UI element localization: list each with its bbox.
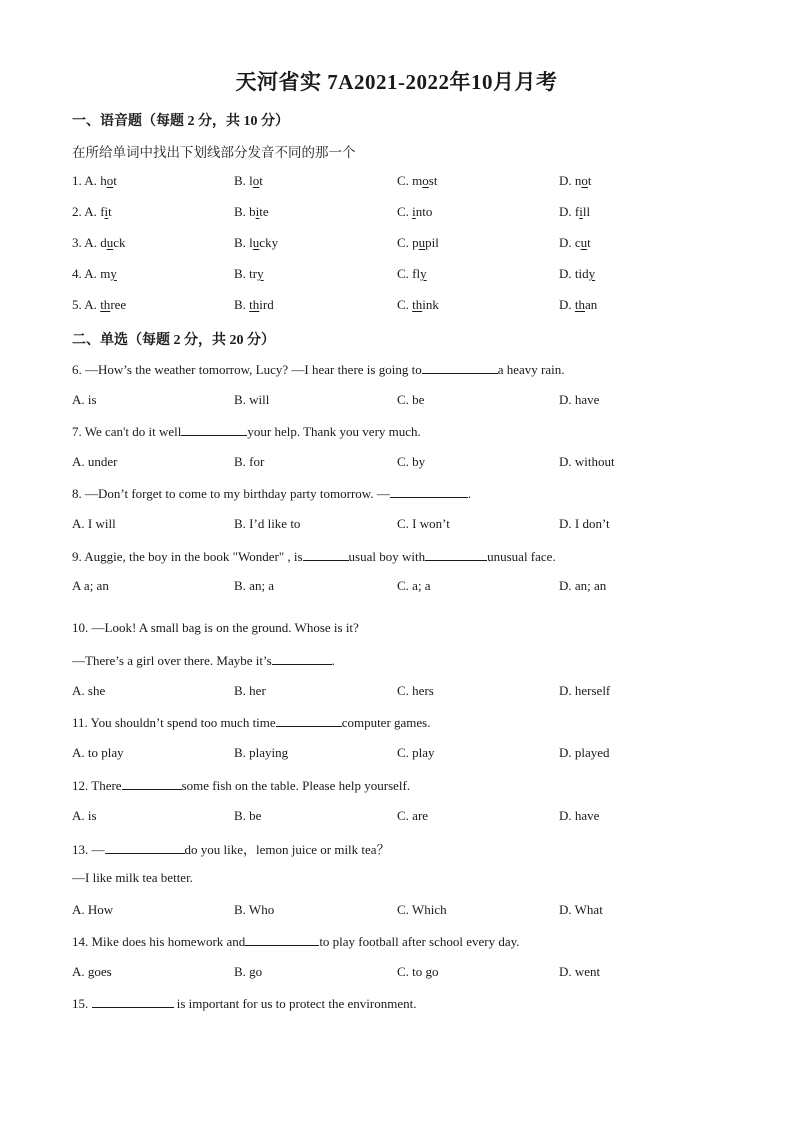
option-d (559, 204, 590, 220)
option-a (72, 204, 112, 220)
underlined-letters: th (412, 297, 423, 312)
word-part: ck (113, 235, 126, 250)
option-a (72, 235, 125, 251)
underlined-letters: y (110, 266, 117, 281)
option-letter: B. (234, 266, 246, 281)
answer-blank (122, 777, 182, 790)
option-letter: A. (84, 297, 97, 312)
option-letter: C. (397, 235, 409, 250)
question-13-options (72, 902, 752, 922)
word-part: n (574, 173, 582, 188)
question-8-stem: 8. —Don’t forget to come to my birthday party tomorrow. — . (72, 486, 472, 501)
question-number: 2. (72, 204, 82, 219)
answer-blank (272, 652, 332, 665)
phonetics-question-1 (72, 173, 752, 193)
section2-heading: 二、单选（每题 2 分，共 20 分） (72, 333, 275, 348)
question-9-stem: 9. Auggie, the boy in the book "Wonder" , is usual boy with unusual face. (72, 549, 556, 564)
underlined-letters: y (588, 266, 596, 281)
phonetics-question-2 (72, 204, 752, 224)
question-14-options (72, 964, 752, 984)
underlined-letters: o (422, 173, 429, 188)
underlined-letters: o (252, 173, 260, 188)
question-12-stem: 12. There some fish on the table. Please help yourself. (72, 778, 411, 793)
section1-instruction: 在所给单词中找出下划线部分发音不同的那一个 (72, 145, 356, 160)
word-part: ll (582, 204, 591, 219)
answer-blank (303, 548, 349, 561)
question-9-options (72, 578, 752, 598)
option-d: D. played (559, 745, 610, 760)
word-part: b (249, 204, 256, 219)
option-d: D. went (559, 964, 601, 979)
question-13-stem: 13. — do you like，lemon juice or milk tea？ (72, 842, 390, 857)
underlined-letters: i (104, 204, 109, 219)
option-b (234, 297, 274, 313)
word-part: m (100, 266, 111, 281)
option-a: A. she (72, 683, 106, 698)
option-letter: B. (234, 204, 246, 219)
option-b: B. playing (234, 745, 289, 760)
word-part: l (249, 235, 253, 250)
option-b (234, 235, 278, 251)
option-a: A. I will (72, 516, 116, 531)
word-part: f (100, 204, 105, 219)
underlined-letters: u (580, 235, 588, 250)
question-7-options (72, 454, 752, 474)
word-part: ird (259, 297, 274, 312)
word-part: f (574, 204, 580, 219)
question-11-stem: 11. You shouldn’t spend too much time computer games. (72, 715, 431, 730)
underlined-letters: th (574, 297, 586, 312)
word-part: st (428, 173, 438, 188)
option-c: C. a; a (397, 578, 431, 593)
option-letter: A. (84, 204, 97, 219)
answer-blank (105, 841, 185, 854)
option-a: A. under (72, 454, 118, 469)
option-c: C. hers (397, 683, 434, 698)
option-b: B. I’d like to (234, 516, 301, 531)
question-number: 1. (72, 173, 82, 188)
underlined-letters: th (249, 297, 260, 312)
option-c: C. are (397, 808, 429, 823)
option-c: C. be (397, 392, 425, 407)
underlined-letters: i (412, 204, 416, 219)
answer-blank (425, 548, 487, 561)
question-10-stem: 10. —Look! A small bag is on the ground. Whose is it? (72, 620, 359, 635)
word-part: ink (422, 297, 439, 312)
word-part: nto (415, 204, 433, 219)
option-d (559, 297, 597, 313)
option-letter: B. (234, 297, 246, 312)
question-number: 5. (72, 297, 82, 312)
underlined-letters: y (420, 266, 427, 281)
option-letter: A. (84, 173, 97, 188)
word-part: tr (249, 266, 258, 281)
option-a (72, 173, 117, 189)
underlined-letters: u (106, 235, 114, 250)
word-part: d (100, 235, 107, 250)
question-14-stem: 14. Mike does his homework and to play football after school every day. (72, 934, 520, 949)
question-6-stem: 6. —How’s the weather tomorrow, Lucy? —I hear there is going to a heavy rain. (72, 362, 565, 377)
option-b (234, 173, 263, 189)
option-c (397, 173, 437, 189)
question-12-options (72, 808, 752, 828)
word-part: ree (110, 297, 127, 312)
word-part: l (249, 173, 253, 188)
question-number: 4. (72, 266, 82, 281)
phonetics-question-4 (72, 266, 752, 286)
word-part: pil (425, 235, 439, 250)
exam-title: 天河省实 7A2021-2022年10月月考 (235, 70, 558, 94)
question-8-options (72, 516, 752, 536)
underlined-letters: o (581, 173, 588, 188)
option-a (72, 266, 117, 282)
question-number: 3. (72, 235, 82, 250)
option-letter: C. (397, 204, 409, 219)
word-part: h (100, 173, 107, 188)
option-letter: D. (559, 235, 572, 250)
section1-heading: 一、语音题（每题 2 分，共 10 分） (72, 114, 289, 129)
option-letter: A. (84, 235, 97, 250)
option-b: B. an; a (234, 578, 275, 593)
option-c: C. Which (397, 902, 447, 917)
option-letter: B. (234, 235, 246, 250)
word-part: c (574, 235, 581, 250)
answer-blank (422, 361, 498, 374)
option-letter: D. (559, 204, 572, 219)
underlined-letters: o (106, 173, 114, 188)
answer-blank (181, 423, 247, 436)
underlined-letters: i (255, 204, 260, 219)
underlined-letters: i (579, 204, 583, 219)
question-15-stem: 15. is important for us to protect the environment. (72, 996, 417, 1011)
option-a (72, 297, 126, 313)
answer-blank (245, 933, 319, 946)
option-a: A. to play (72, 745, 124, 760)
option-b: B. be (234, 808, 262, 823)
option-b: B. Who (234, 902, 275, 917)
word-part: cky (259, 235, 279, 250)
option-c: C. to go (397, 964, 439, 979)
option-b: B. for (234, 454, 265, 469)
option-a: A a; an (72, 578, 109, 593)
option-d: D. What (559, 902, 603, 917)
phonetics-question-5 (72, 297, 752, 317)
option-d: D. have (559, 808, 600, 823)
underlined-letters: th (100, 297, 111, 312)
option-letter: B. (234, 173, 246, 188)
option-c: C. I won’t (397, 516, 450, 531)
option-d (559, 173, 592, 189)
underlined-letters: y (257, 266, 264, 281)
option-c: C. by (397, 454, 426, 469)
answer-blank (276, 714, 342, 727)
option-c: C. play (397, 745, 435, 760)
underlined-letters: u (418, 235, 426, 250)
word-part: p (412, 235, 419, 250)
option-letter: C. (397, 266, 409, 281)
option-d: D. herself (559, 683, 611, 698)
option-a: A. is (72, 392, 97, 407)
option-d: D. without (559, 454, 615, 469)
option-c (397, 266, 427, 282)
option-c (397, 297, 439, 313)
option-a: A. is (72, 808, 97, 823)
option-a: A. How (72, 902, 114, 917)
option-letter: D. (559, 266, 572, 281)
option-b (234, 266, 264, 282)
option-letter: C. (397, 297, 409, 312)
option-letter: A. (84, 266, 97, 281)
question-10-stem-line2: —There’s a girl over there. Maybe it’s . (72, 653, 335, 668)
option-letter: D. (559, 173, 572, 188)
question-13-stem-line2: —I like milk tea better. (72, 870, 193, 885)
question-7-stem: 7. We can't do it well your help. Thank you very much. (72, 424, 421, 439)
option-b (234, 204, 269, 220)
option-b: B. her (234, 683, 266, 698)
word-part: t (587, 235, 591, 250)
option-letter: D. (559, 297, 572, 312)
question-6-options (72, 392, 752, 412)
option-letter: C. (397, 173, 409, 188)
option-c (397, 204, 432, 220)
word-part: t (259, 173, 263, 188)
word-part: t (587, 173, 592, 188)
answer-blank (390, 485, 468, 498)
option-b: B. will (234, 392, 270, 407)
option-d: D. an; an (559, 578, 607, 593)
phonetics-question-3 (72, 235, 752, 255)
word-part: m (412, 173, 423, 188)
word-part: t (108, 204, 112, 219)
option-a: A. goes (72, 964, 112, 979)
question-11-options (72, 745, 752, 765)
word-part: tid (574, 266, 589, 281)
question-10-options (72, 683, 752, 703)
word-part: fl (412, 266, 421, 281)
option-d (559, 266, 595, 282)
word-part: te (259, 204, 269, 219)
option-d: D. have (559, 392, 600, 407)
word-part: an (585, 297, 598, 312)
option-c (397, 235, 439, 251)
answer-blank (92, 995, 174, 1008)
underlined-letters: u (252, 235, 260, 250)
option-b: B. go (234, 964, 263, 979)
option-d: D. I don’t (559, 516, 610, 531)
word-part: t (113, 173, 117, 188)
option-d (559, 235, 591, 251)
